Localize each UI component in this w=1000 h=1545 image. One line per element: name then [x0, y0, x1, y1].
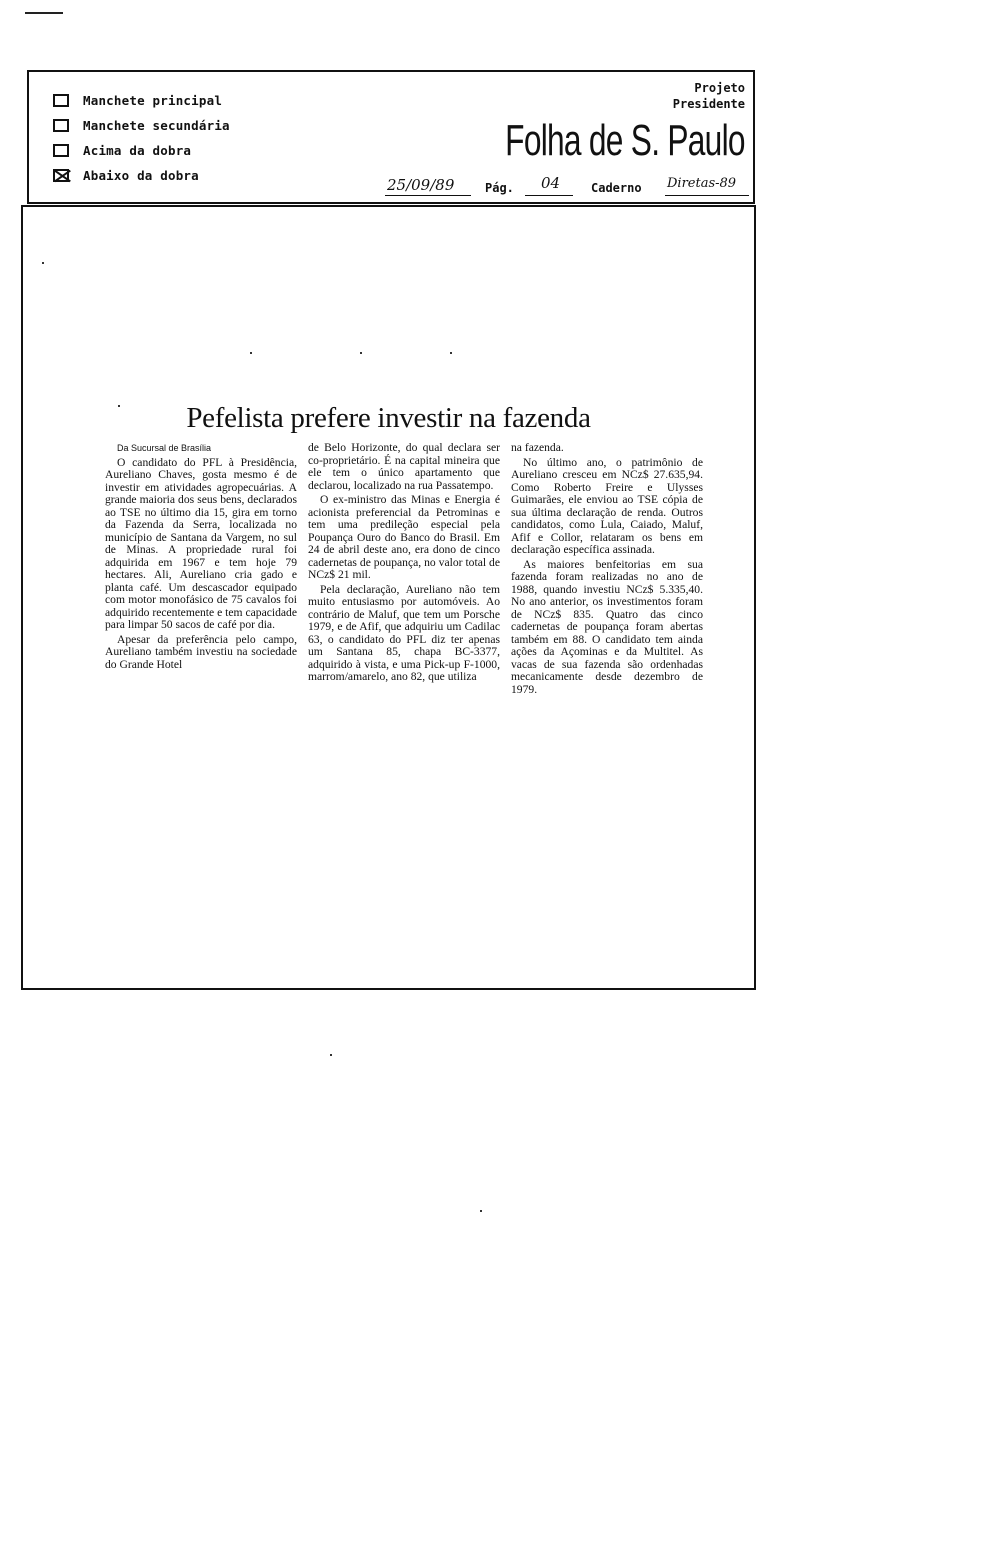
page-label: Pág. — [485, 181, 514, 195]
article-headline: Pefelista prefere investir na fazenda — [186, 402, 591, 434]
section-name: Diretas-89 — [667, 176, 737, 191]
clipping-metadata — [385, 176, 749, 198]
scan-mark — [25, 12, 63, 14]
article-paragraph: O candidato do PFL à Presidência, Aureliano Chaves, gosta mesmo é de investir em atividades agropecuárias. A grande maioria dos seus bens, declarados ao TSE no último dia 15, gira em torno da Fazenda da Serra, localizada no município de Santana da Vargem, no sul de Minas. A propriedade rural foi adquirida em 1967 e tem hoje 79 hectares. Ali, Aureliano cria gado e planta café. Um descascador equipado com motor monofásico de 75 cavalos foi adquirido recentemente e tem capacidade para limpar 50 sacos de café por dia. — [105, 455, 297, 631]
article-byline: Da Sucursal de Brasília — [117, 443, 212, 453]
article-clipping — [21, 205, 756, 990]
placement-checklist — [53, 88, 230, 188]
article-paragraph: Apesar da preferência pelo campo, Aureliano também investiu na sociedade do Grande Hotel — [105, 632, 297, 671]
page-underline — [525, 195, 573, 196]
scan-speck — [250, 352, 252, 354]
newspaper-masthead: Folha de S. Paulo — [505, 116, 745, 165]
scan-speck — [330, 1054, 332, 1056]
article-paragraph: O ex-ministro das Minas e Energia é acionista preferencial da Petrominas e tem uma predileção especial pela Poupança Ouro do Banco do Brasil. Em 24 de abril deste ano, era dono de cinco cadernetas de poupança, no valor total de NCz$ 21 mil. — [308, 493, 500, 581]
date-underline — [385, 195, 471, 196]
checkbox-label: Acima da dobra — [83, 143, 192, 158]
clipping-date: 25/09/89 — [387, 176, 455, 194]
checkbox-label: Manchete principal — [83, 93, 223, 108]
checkbox-row-acima-da-dobra — [53, 138, 230, 163]
article-paragraph: na fazenda. — [511, 441, 564, 454]
scan-speck — [360, 352, 362, 354]
checkbox-empty-icon — [53, 94, 69, 107]
article-paragraph: de Belo Horizonte, do qual declara ser co-proprietário. É na capital mineira que ele tem o único apartamento que declarou, localizado na rua Passatempo. — [308, 441, 500, 492]
checkbox-empty-icon — [53, 119, 69, 132]
section-underline — [665, 195, 749, 196]
article-paragraph: Pela declaração, Aureliano não tem muito entusiasmo por automóveis. Ao contrário de Maluf, que tem um Porsche 1979, e de Afif, que adquiriu um Cadilac 63, o candidato do PFL diz ter apenas um Santana 85, chapa BC-3377, adquirido à vista, e uma Pick-up F-1000, marrom/amarelo, ano 82, que utiliza — [308, 582, 500, 683]
checkbox-label: Manchete secundária — [83, 118, 230, 133]
checkbox-row-manchete-principal — [53, 88, 230, 113]
article-paragraph: No último ano, o patrimônio de Aureliano cresceu em NCz$ 27.635,94. Como Roberto Freire e Ulysses Guimarães, ele enviou ao TSE cópia de sua última declaração de renda. Outros candidatos, como Lula, Caiado, Maluf, Afif e Collor, relataram os bens em declaração específica assinada. — [511, 455, 703, 556]
project-line-1: Projeto — [694, 81, 745, 95]
checkbox-checked-icon — [53, 169, 69, 182]
section-label: Caderno — [591, 181, 642, 195]
project-label — [673, 80, 745, 112]
scan-speck — [450, 352, 452, 354]
checkbox-row-abaixo-da-dobra — [53, 163, 230, 188]
scan-speck — [118, 405, 120, 407]
clipping-header — [27, 70, 755, 204]
article-column-1 — [105, 442, 297, 673]
checkbox-empty-icon — [53, 144, 69, 157]
article-column-2 — [308, 442, 500, 686]
checkbox-label: Abaixo da dobra — [83, 168, 199, 183]
scan-speck — [42, 262, 44, 264]
page-number: 04 — [541, 174, 561, 192]
article-paragraph: As maiores benfeitorias em sua fazenda foram realizadas no ano de 1988, quando investiu NCz$ 5.335,40. No ano anterior, os investimentos foram de NCz$ 835. Quatro das cinco cadernetas de poupança foram abertas também em 88. O candidato tem ainda ações da Açominas e da Multitel. As vacas de sua fazenda são ordenhadas mecanicamente desde dezembro de 1979. — [511, 557, 703, 696]
checkbox-row-manchete-secundaria — [53, 113, 230, 138]
project-line-2: Presidente — [672, 97, 745, 111]
scan-speck — [480, 1210, 482, 1212]
article-column-3 — [511, 442, 703, 698]
